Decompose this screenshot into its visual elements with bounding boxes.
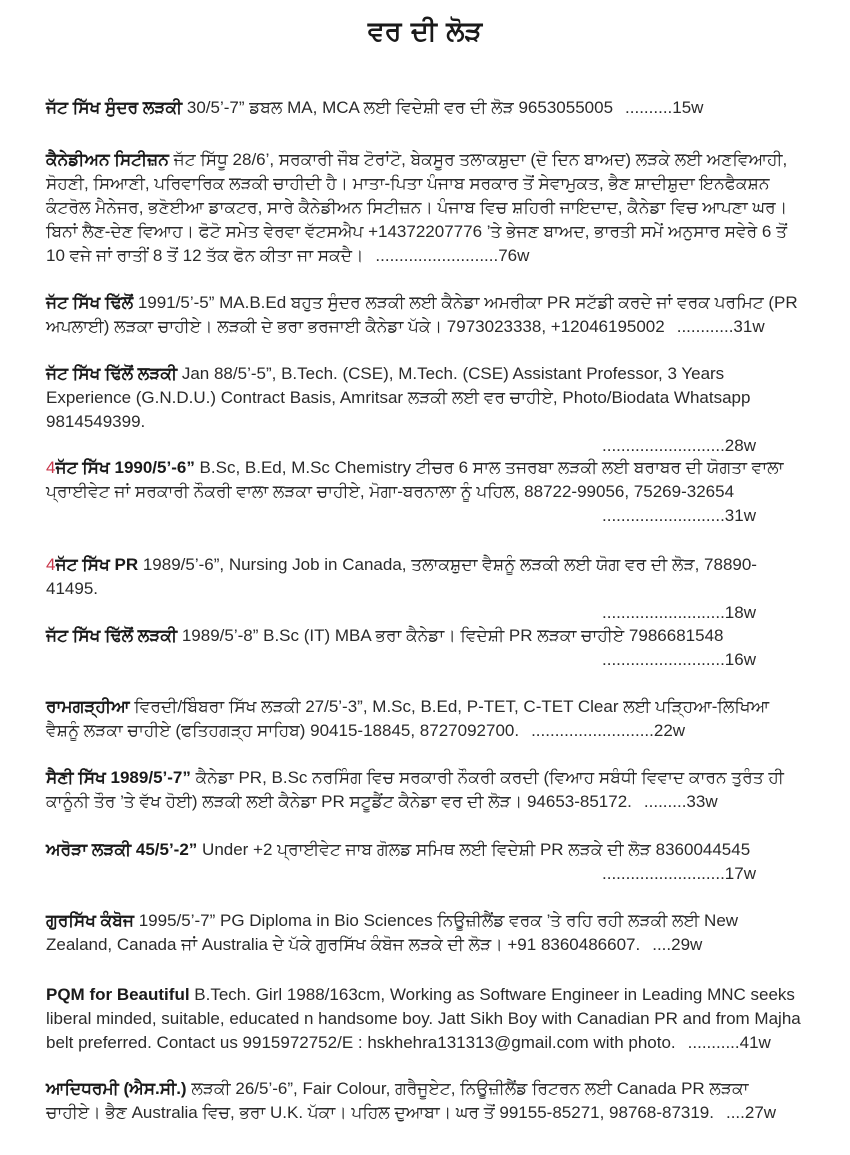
listing-code: ..........................18w [602, 603, 756, 622]
listing-text: B.Sc, B.Ed, M.Sc Chemistry ਟੀਚਰ 6 ਸਾਲ ਤਜਰਬਾ ਲੜਕੀ ਲਈ ਬਰਾਬਰ ਦੀ ਯੋਗਤਾ ਵਾਲਾ ਪ੍ਰਾਈਵੇਟ ਜਾਂ ਸਰਕਾਰੀ ਨੌਕਰੀ ਵਾਲਾ ਲੜਕਾ ਚਾਹੀਏ, ਮੋਗਾ-ਬਰਨਾਲਾ ਨੂੰ ਪਹਿਲ, 88722-99056, 75269-32654 [46, 458, 784, 501]
listing-lead: ਸੈਣੀ ਸਿੱਖ 1989/5’-7” [46, 768, 191, 787]
listing [46, 1077, 806, 1125]
listing [46, 695, 806, 743]
listing [46, 96, 806, 120]
listing-code: ............31w [676, 317, 765, 336]
listing-text: ਜੱਟ ਸਿੱਧੂ 28/6’, ਸਰਕਾਰੀ ਜੌਬ ਟੋਰਾਂਟੋ, ਬੇਕਸੂਰ ਤਲਾਕਸ਼ੁਦਾ (ਦੋ ਦਿਨ ਬਾਅਦ) ਲੜਕੇ ਲਈ ਅਣਵਿਆਹੀ, ਸੋਹਣੀ, ਸਿਆਣੀ, ਪਰਿਵਾਰਿਕ ਲੜਕੀ ਚਾਹੀਦੀ ਹੈ। ਮਾਤਾ-ਪਿਤਾ ਪੰਜਾਬ ਸਰਕਾਰ ਤੋਂ ਸੇਵਾਮੁਕਤ, ਭੈਣ ਸ਼ਾਦੀਸ਼ੁਦਾ ਇਨਫੈਕਸ਼ਨ ਕੰਟਰੋਲ ਮੈਨੇਜਰ, ਭਣੋਈਆ ਡਾਕਟਰ, ਸਾਰੇ ਕੈਨੇਡੀਅਨ ਸਿਟੀਜ਼ਨ। ਪੰਜਾਬ ਵਿਚ ਸ਼ਹਿਰੀ ਜਾਇਦਾਦ, ਕੈਨੇਡਾ ਵਿਚ ਆਪਣਾ ਘਰ। ਬਿਨਾਂ ਲੈਣ-ਦੇਣ ਵਿਆਹ। ਫੋਟੋ ਸਮੇਤ ਵੇਰਵਾ ਵੱਟਸਐਪ +14372207776 ’ਤੇ ਭੇਜਣ ਬਾਅਦ, ਭਾਰਤੀ ਸਮੇਂ ਅਨੁਸਾਰ ਸਵੇਰੇ 6 ਤੋਂ 10 ਵਜੇ ਜਾਂ ਰਾਤੀਂ 8 ਤੋਂ 12 ਤੱਕ ਫੋਨ ਕੀਤਾ ਜਾ ਸਕਦੈ। [46, 150, 788, 265]
listing-text: ਕੈਨੇਡਾ PR, B.Sc ਨਰਸਿੰਗ ਵਿਚ ਸਰਕਾਰੀ ਨੌਕਰੀ ਕਰਦੀ (ਵਿਆਹ ਸਬੰਧੀ ਵਿਵਾਦ ਕਾਰਨ ਤੁਰੰਤ ਹੀ ਕਾਨੂੰਨੀ ਤੌਰ ’ਤੇ ਵੱਖ ਹੋਈ) ਲੜਕੀ ਲਈ ਕੈਨੇਡਾ PR ਸਟੂਡੈਂਟ ਕੈਨੇਡਾ ਵਰ ਦੀ ਲੋੜ। 94653-85172. [46, 768, 784, 811]
listing-text: Jan 88/5’-5”, B.Tech. (CSE), M.Tech. (CSE) Assistant Professor, 3 Years Experience (G.N.D.U.) Contract Basis, Amritsar ਲੜਕੀ ਲਈ ਵਰ ਚਾਹੀਏ, Photo/Biodata Whatsapp 9814549399. [46, 364, 751, 431]
listing-lead: ਜੱਟ ਸਿੱਖ ਸੁੰਦਰ ਲੜਕੀ [46, 98, 183, 117]
listing [46, 909, 806, 957]
listing-code: ..........................76w [375, 246, 530, 265]
listing-lead: ਜੱਟ ਸਿੱਖ ਢਿੱਲੋਂ [46, 293, 134, 312]
listing-code: ..........................16w [602, 650, 756, 669]
listing-text: ਵਿਰਦੀ/ਬਿੰਬਰਾ ਸਿੱਖ ਲੜਕੀ 27/5’-3”, M.Sc, B.Ed, P-TET, C-TET Clear ਲਈ ਪੜ੍ਹਿਆ-ਲਿਖਿਆ ਵੈਸ਼ਨੂੰ ਲੜਕਾ ਚਾਹੀਏ (ਫਤਿਹਗੜ੍ਹ ਸਾਹਿਬ) 90415-18845, 8727092700. [46, 697, 770, 740]
listing-text: 1995/5’-7” PG Diploma in Bio Sciences ਨਿਊਜ਼ੀਲੈਂਡ ਵਰਕ ’ਤੇ ਰਹਿ ਰਹੀ ਲੜਕੀ ਲਈ New Zealand, Canada ਜਾਂ Australia ਦੇ ਪੱਕੇ ਗੁਰਸਿੱਖ ਕੰਬੋਜ ਲੜਕੇ ਦੀ ਲੋੜ। +91 8360486607. [46, 911, 739, 954]
listing-code: ..........................28w [602, 436, 756, 455]
listing-marker: 4 [46, 555, 56, 574]
listing-code: ....29w [652, 935, 703, 954]
listing-text: 1989/5’-8” B.Sc (IT) MBA ਭਰਾ ਕੈਨੇਡਾ। ਵਿਦੇਸ਼ੀ PR ਲੜਕਾ ਚਾਹੀਏ 7986681548 [177, 626, 724, 645]
listing [46, 456, 806, 528]
listing [46, 766, 806, 814]
listing-lead: ਜੱਟ ਸਿੱਖ ਢਿੱਲੋਂ ਲੜਕੀ [46, 364, 178, 383]
listing-lead: ਜੱਟ ਸਿੱਖ 1990/5’-6” [55, 458, 195, 477]
listing-lead: ਅਰੋੜਾ ਲੜਕੀ 45/5’-2” [46, 840, 198, 859]
listing-lead: ਰਾਮਗੜ੍ਹੀਆ [46, 697, 130, 716]
listing [46, 838, 806, 886]
listing-text: 1991/5’-5” MA.B.Ed ਬਹੁਤ ਸੁੰਦਰ ਲੜਕੀ ਲਈ ਕੈਨੇਡਾ ਅਮਰੀਕਾ PR ਸਟੱਡੀ ਕਰਦੇ ਜਾਂ ਵਰਕ ਪਰਮਿਟ (PR ਅਪਲਾਈ) ਲੜਕਾ ਚਾਹੀਏ। ਲੜਕੀ ਦੇ ਭਰਾ ਭਰਜਾਈ ਕੈਨੇਡਾ ਪੱਕੇ। 7973023338, +12046195002 [46, 293, 798, 336]
listing-text: 30/5’-7” ਡਬਲ MA, MCA ਲਈ ਵਿਦੇਸ਼ੀ ਵਰ ਦੀ ਲੋੜ 9653055005 [182, 98, 614, 117]
listing-text: Under +2 ਪ੍ਰਾਈਵੇਟ ਜਾਬ ਗੋਲਡ ਸਮਿਥ ਲਈ ਵਿਦੇਸ਼ੀ PR ਲੜਕੇ ਦੀ ਲੋੜ 8360044545 [197, 840, 751, 859]
listing [46, 148, 806, 268]
listing-text: B.Tech. Girl 1988/163cm, Working as Software Engineer in Leading MNC seeks liberal minded, suitable, educated n handsome boy. Jatt Sikh Boy with Canadian PR and from Majha belt preferred. Contact us 9915972752/E : hskhehra131313@gmail.com with photo. [46, 985, 801, 1052]
listing-lead: ਕੈਨੇਡੀਅਨ ਸਿਟੀਜ਼ਨ [46, 150, 169, 169]
listing [46, 291, 806, 339]
listing-code: ..........15w [625, 98, 704, 117]
page-title: ਵਰ ਦੀ ਲੋੜ [367, 16, 483, 47]
listing-code: ...........41w [687, 1033, 771, 1052]
listing [46, 362, 806, 458]
listing [46, 553, 806, 625]
listing [46, 624, 806, 672]
listing-lead: ਆਦਿਧਰਮੀ (ਐਸ.ਸੀ.) [46, 1079, 187, 1098]
listing-lead: ਜੱਟ ਸਿੱਖ ਢਿੱਲੋਂ ਲੜਕੀ [46, 626, 178, 645]
listing-lead: PQM for Beautiful [46, 985, 190, 1004]
listing [46, 983, 806, 1055]
listing-code: .........33w [643, 792, 718, 811]
listing-text: 1989/5’-6”, Nursing Job in Canada, ਤਲਾਕਸ਼ੁਦਾ ਵੈਸ਼ਨੂੰ ਲੜਕੀ ਲਈ ਯੋਗ ਵਰ ਦੀ ਲੋੜ, 78890-41495. [46, 555, 757, 598]
listing-code: ..........................31w [602, 506, 756, 525]
listing-marker: 4 [46, 458, 56, 477]
listing-code: ....27w [725, 1103, 777, 1122]
listing-text: ਲੜਕੀ 26/5’-6”, Fair Colour, ਗਰੈਜੂਏਟ, ਨਿਊਜ਼ੀਲੈਂਡ ਰਿਟਰਨ ਲਈ Canada PR ਲੜਕਾ ਚਾਹੀਏ। ਭੈਣ Australia ਵਿਚ, ਭਰਾ U.K. ਪੱਕਾ। ਪਹਿਲ ਦੁਆਬਾ। ਘਰ ਤੋਂ 99155-85271, 98768-87319. [46, 1079, 749, 1122]
listing-code: ..........................17w [602, 864, 756, 883]
listing-code: ..........................22w [531, 721, 686, 740]
listing-lead: ਜੱਟ ਸਿੱਖ PR [55, 555, 139, 574]
listing-lead: ਗੁਰਸਿੱਖ ਕੰਬੋਜ [46, 911, 134, 930]
